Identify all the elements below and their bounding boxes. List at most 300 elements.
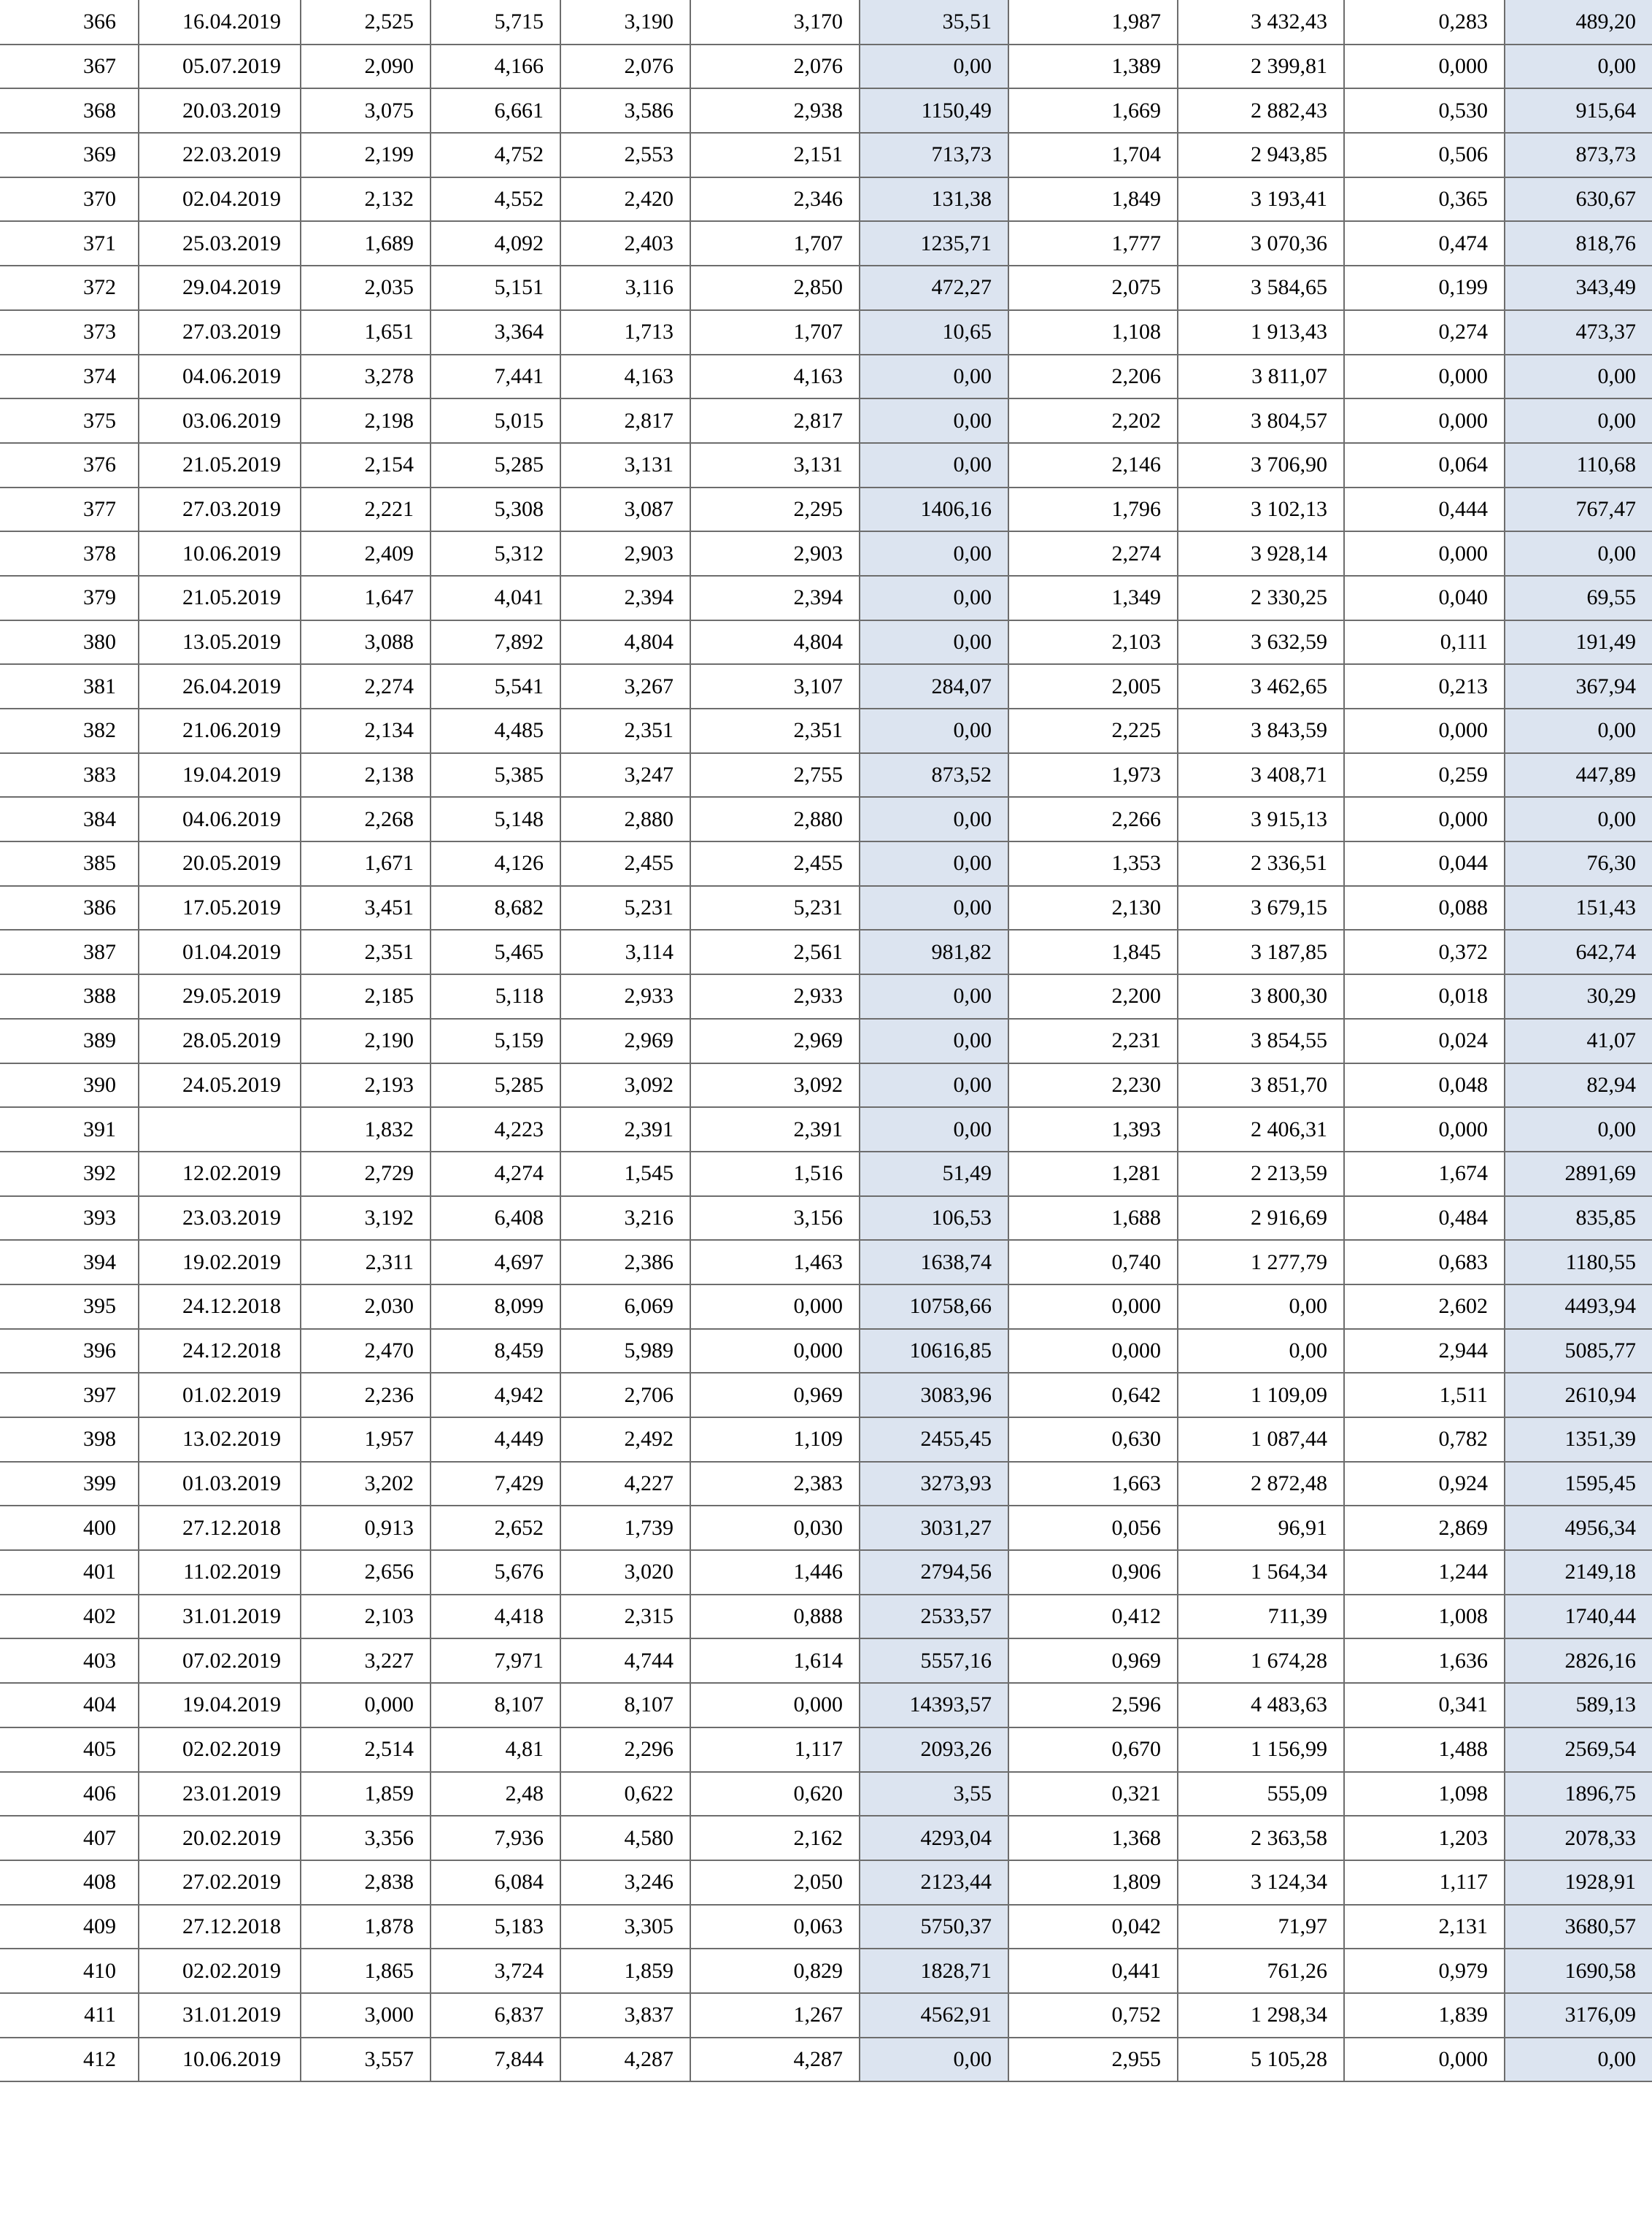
value-e-cell: 1,281 (1008, 1152, 1178, 1196)
value-f-cell: 0,341 (1344, 1683, 1505, 1727)
amount-cell: 3 706,90 (1178, 443, 1344, 488)
value-a-cell: 1,647 (301, 576, 431, 620)
row-number-cell: 397 (0, 1373, 139, 1417)
value-d-cell: 1,446 (690, 1550, 860, 1595)
value-f-cell: 1,203 (1344, 1816, 1505, 1860)
date-cell: 05.07.2019 (139, 45, 301, 89)
date-cell: 27.12.2018 (139, 1506, 301, 1550)
amount-cell: 2 399,81 (1178, 45, 1344, 89)
date-cell: 17.05.2019 (139, 886, 301, 931)
value-f-cell: 0,000 (1344, 1107, 1505, 1152)
value-f-cell: 0,474 (1344, 221, 1505, 266)
value-e-cell: 2,230 (1008, 1063, 1178, 1108)
shaded-total-cell: 2569,54 (1505, 1727, 1652, 1772)
amount-cell: 761,26 (1178, 1949, 1344, 1993)
value-c-cell: 3,586 (560, 88, 690, 133)
value-e-cell: 0,969 (1008, 1638, 1178, 1683)
value-e-cell: 2,146 (1008, 443, 1178, 488)
value-e-cell: 1,845 (1008, 930, 1178, 974)
value-d-cell: 2,394 (690, 576, 860, 620)
shaded-amount-cell: 873,52 (860, 753, 1008, 798)
value-d-cell: 2,076 (690, 45, 860, 89)
value-f-cell: 0,064 (1344, 443, 1505, 488)
value-c-cell: 2,351 (560, 709, 690, 753)
value-f-cell: 2,602 (1344, 1284, 1505, 1329)
value-a-cell: 2,198 (301, 398, 431, 443)
value-f-cell: 0,259 (1344, 753, 1505, 798)
value-f-cell: 0,199 (1344, 266, 1505, 310)
value-a-cell: 2,656 (301, 1550, 431, 1595)
value-e-cell: 0,642 (1008, 1373, 1178, 1417)
value-c-cell: 4,580 (560, 1816, 690, 1860)
value-d-cell: 0,829 (690, 1949, 860, 1993)
value-f-cell: 0,782 (1344, 1417, 1505, 1462)
amount-cell: 0,00 (1178, 1284, 1344, 1329)
shaded-total-cell: 343,49 (1505, 266, 1652, 310)
value-a-cell: 1,957 (301, 1417, 431, 1462)
value-b-cell: 8,682 (431, 886, 560, 931)
value-d-cell: 0,030 (690, 1506, 860, 1550)
value-c-cell: 2,706 (560, 1373, 690, 1417)
value-c-cell: 1,859 (560, 1949, 690, 1993)
value-b-cell: 6,084 (431, 1860, 560, 1905)
value-a-cell: 1,671 (301, 841, 431, 886)
value-c-cell: 2,817 (560, 398, 690, 443)
value-a-cell: 3,088 (301, 620, 431, 665)
value-f-cell: 0,444 (1344, 488, 1505, 532)
shaded-total-cell: 2078,33 (1505, 1816, 1652, 1860)
value-f-cell: 1,839 (1344, 1993, 1505, 2038)
amount-cell: 3 854,55 (1178, 1019, 1344, 1063)
date-cell: 11.02.2019 (139, 1550, 301, 1595)
value-c-cell: 3,305 (560, 1905, 690, 1949)
date-cell: 27.02.2019 (139, 1860, 301, 1905)
value-b-cell: 5,015 (431, 398, 560, 443)
value-f-cell: 0,683 (1344, 1240, 1505, 1284)
shaded-total-cell: 69,55 (1505, 576, 1652, 620)
value-e-cell: 1,704 (1008, 133, 1178, 177)
table-row (0, 1417, 1652, 1462)
amount-cell: 3 928,14 (1178, 531, 1344, 576)
amount-cell: 3 632,59 (1178, 620, 1344, 665)
amount-cell: 3 915,13 (1178, 797, 1344, 841)
row-number-cell: 381 (0, 664, 139, 709)
value-d-cell: 2,162 (690, 1816, 860, 1860)
value-b-cell: 5,308 (431, 488, 560, 532)
table-row (0, 488, 1652, 532)
amount-cell: 0,00 (1178, 1329, 1344, 1374)
value-c-cell: 4,287 (560, 2038, 690, 2082)
value-b-cell: 8,107 (431, 1683, 560, 1727)
date-cell: 24.12.2018 (139, 1329, 301, 1374)
shaded-total-cell: 367,94 (1505, 664, 1652, 709)
value-d-cell: 2,391 (690, 1107, 860, 1152)
row-number-cell: 403 (0, 1638, 139, 1683)
value-d-cell: 3,170 (690, 0, 860, 45)
shaded-amount-cell: 3031,27 (860, 1506, 1008, 1550)
table-row (0, 1284, 1652, 1329)
value-b-cell: 5,159 (431, 1019, 560, 1063)
value-d-cell: 2,969 (690, 1019, 860, 1063)
value-e-cell: 2,075 (1008, 266, 1178, 310)
shaded-total-cell: 767,47 (1505, 488, 1652, 532)
table-row (0, 1506, 1652, 1550)
value-d-cell: 1,516 (690, 1152, 860, 1196)
amount-cell: 3 851,70 (1178, 1063, 1344, 1108)
value-a-cell: 2,268 (301, 797, 431, 841)
table-row (0, 1683, 1652, 1727)
shaded-total-cell: 30,29 (1505, 974, 1652, 1019)
shaded-amount-cell: 3083,96 (860, 1373, 1008, 1417)
row-number-cell: 375 (0, 398, 139, 443)
value-b-cell: 4,223 (431, 1107, 560, 1152)
value-e-cell: 0,906 (1008, 1550, 1178, 1595)
shaded-total-cell: 1740,44 (1505, 1595, 1652, 1639)
value-a-cell: 3,227 (301, 1638, 431, 1683)
row-number-cell: 396 (0, 1329, 139, 1374)
table-row (0, 974, 1652, 1019)
value-c-cell: 3,114 (560, 930, 690, 974)
value-f-cell: 0,000 (1344, 45, 1505, 89)
date-cell: 01.04.2019 (139, 930, 301, 974)
value-f-cell: 0,365 (1344, 177, 1505, 222)
value-e-cell: 0,042 (1008, 1905, 1178, 1949)
date-cell: 31.01.2019 (139, 1993, 301, 2038)
value-f-cell: 2,131 (1344, 1905, 1505, 1949)
value-a-cell: 3,356 (301, 1816, 431, 1860)
value-b-cell: 5,541 (431, 664, 560, 709)
value-e-cell: 2,955 (1008, 2038, 1178, 2082)
amount-cell: 2 336,51 (1178, 841, 1344, 886)
shaded-total-cell: 4956,34 (1505, 1506, 1652, 1550)
amount-cell: 3 462,65 (1178, 664, 1344, 709)
value-e-cell: 2,005 (1008, 664, 1178, 709)
value-c-cell: 2,880 (560, 797, 690, 841)
shaded-amount-cell: 10616,85 (860, 1329, 1008, 1374)
shaded-total-cell: 1180,55 (1505, 1240, 1652, 1284)
value-f-cell: 0,024 (1344, 1019, 1505, 1063)
row-number-cell: 409 (0, 1905, 139, 1949)
row-number-cell: 405 (0, 1727, 139, 1772)
shaded-amount-cell: 35,51 (860, 0, 1008, 45)
date-cell: 24.12.2018 (139, 1284, 301, 1329)
amount-cell: 3 843,59 (1178, 709, 1344, 753)
shaded-total-cell: 0,00 (1505, 2038, 1652, 2082)
value-e-cell: 1,368 (1008, 1816, 1178, 1860)
amount-cell: 2 943,85 (1178, 133, 1344, 177)
value-f-cell: 0,000 (1344, 398, 1505, 443)
value-f-cell: 1,244 (1344, 1550, 1505, 1595)
value-b-cell: 3,724 (431, 1949, 560, 1993)
date-cell: 20.03.2019 (139, 88, 301, 133)
value-a-cell: 2,090 (301, 45, 431, 89)
amount-cell: 711,39 (1178, 1595, 1344, 1639)
shaded-amount-cell: 2123,44 (860, 1860, 1008, 1905)
value-f-cell: 1,636 (1344, 1638, 1505, 1683)
value-a-cell: 3,557 (301, 2038, 431, 2082)
value-b-cell: 4,092 (431, 221, 560, 266)
value-d-cell: 0,000 (690, 1329, 860, 1374)
shaded-amount-cell: 131,38 (860, 177, 1008, 222)
shaded-amount-cell: 713,73 (860, 133, 1008, 177)
table-row (0, 2038, 1652, 2082)
shaded-amount-cell: 2794,56 (860, 1550, 1008, 1595)
row-number-cell: 412 (0, 2038, 139, 2082)
shaded-total-cell: 473,37 (1505, 310, 1652, 355)
value-e-cell: 2,225 (1008, 709, 1178, 753)
value-c-cell: 4,744 (560, 1638, 690, 1683)
row-number-cell: 369 (0, 133, 139, 177)
shaded-total-cell: 1690,58 (1505, 1949, 1652, 1993)
value-d-cell: 0,969 (690, 1373, 860, 1417)
table-row (0, 1993, 1652, 2038)
row-number-cell: 370 (0, 177, 139, 222)
value-d-cell: 2,455 (690, 841, 860, 886)
date-cell: 24.05.2019 (139, 1063, 301, 1108)
value-c-cell: 5,989 (560, 1329, 690, 1374)
row-number-cell: 380 (0, 620, 139, 665)
value-f-cell: 0,283 (1344, 0, 1505, 45)
date-cell: 19.04.2019 (139, 1683, 301, 1727)
value-c-cell: 2,933 (560, 974, 690, 1019)
value-c-cell: 2,386 (560, 1240, 690, 1284)
value-a-cell: 1,689 (301, 221, 431, 266)
value-f-cell: 0,000 (1344, 709, 1505, 753)
value-b-cell: 4,752 (431, 133, 560, 177)
row-number-cell: 386 (0, 886, 139, 931)
value-d-cell: 4,163 (690, 355, 860, 399)
value-b-cell: 7,441 (431, 355, 560, 399)
value-f-cell: 0,000 (1344, 531, 1505, 576)
value-d-cell: 0,000 (690, 1683, 860, 1727)
amount-cell: 3 187,85 (1178, 930, 1344, 974)
value-d-cell: 1,614 (690, 1638, 860, 1683)
shaded-amount-cell: 106,53 (860, 1196, 1008, 1241)
shaded-amount-cell: 0,00 (860, 886, 1008, 931)
value-d-cell: 2,050 (690, 1860, 860, 1905)
value-e-cell: 1,663 (1008, 1462, 1178, 1506)
value-f-cell: 1,511 (1344, 1373, 1505, 1417)
table-row (0, 310, 1652, 355)
value-b-cell: 4,552 (431, 177, 560, 222)
value-f-cell: 0,372 (1344, 930, 1505, 974)
shaded-total-cell: 2149,18 (1505, 1550, 1652, 1595)
value-b-cell: 5,148 (431, 797, 560, 841)
shaded-total-cell: 0,00 (1505, 398, 1652, 443)
value-e-cell: 0,670 (1008, 1727, 1178, 1772)
value-a-cell: 2,236 (301, 1373, 431, 1417)
date-cell: 23.03.2019 (139, 1196, 301, 1241)
shaded-amount-cell: 1235,71 (860, 221, 1008, 266)
value-d-cell: 1,707 (690, 310, 860, 355)
amount-cell: 1 087,44 (1178, 1417, 1344, 1462)
date-cell: 10.06.2019 (139, 531, 301, 576)
table-row (0, 1595, 1652, 1639)
value-e-cell: 1,809 (1008, 1860, 1178, 1905)
shaded-amount-cell: 14393,57 (860, 1683, 1008, 1727)
value-c-cell: 2,553 (560, 133, 690, 177)
value-c-cell: 2,391 (560, 1107, 690, 1152)
amount-cell: 1 564,34 (1178, 1550, 1344, 1595)
shaded-amount-cell: 3,55 (860, 1772, 1008, 1816)
value-b-cell: 5,183 (431, 1905, 560, 1949)
value-c-cell: 4,227 (560, 1462, 690, 1506)
row-number-cell: 392 (0, 1152, 139, 1196)
value-b-cell: 6,837 (431, 1993, 560, 2038)
value-c-cell: 1,713 (560, 310, 690, 355)
row-number-cell: 404 (0, 1683, 139, 1727)
row-number-cell: 371 (0, 221, 139, 266)
value-d-cell: 0,000 (690, 1284, 860, 1329)
amount-cell: 2 330,25 (1178, 576, 1344, 620)
row-number-cell: 400 (0, 1506, 139, 1550)
table-row (0, 88, 1652, 133)
row-number-cell: 366 (0, 0, 139, 45)
date-cell: 02.02.2019 (139, 1949, 301, 1993)
shaded-total-cell: 0,00 (1505, 709, 1652, 753)
value-a-cell: 2,470 (301, 1329, 431, 1374)
shaded-total-cell: 0,00 (1505, 1107, 1652, 1152)
row-number-cell: 376 (0, 443, 139, 488)
date-cell: 26.04.2019 (139, 664, 301, 709)
value-c-cell: 3,216 (560, 1196, 690, 1241)
shaded-total-cell: 82,94 (1505, 1063, 1652, 1108)
value-f-cell: 0,000 (1344, 2038, 1505, 2082)
table-row (0, 1638, 1652, 1683)
value-a-cell: 2,729 (301, 1152, 431, 1196)
shaded-total-cell: 818,76 (1505, 221, 1652, 266)
value-c-cell: 1,545 (560, 1152, 690, 1196)
date-cell (139, 1107, 301, 1152)
date-cell: 31.01.2019 (139, 1595, 301, 1639)
value-e-cell: 0,740 (1008, 1240, 1178, 1284)
date-cell: 01.03.2019 (139, 1462, 301, 1506)
row-number-cell: 408 (0, 1860, 139, 1905)
shaded-amount-cell: 0,00 (860, 1019, 1008, 1063)
table-row (0, 1373, 1652, 1417)
value-a-cell: 1,865 (301, 1949, 431, 1993)
date-cell: 10.06.2019 (139, 2038, 301, 2082)
value-a-cell: 2,132 (301, 177, 431, 222)
table-row (0, 1107, 1652, 1152)
value-b-cell: 3,364 (431, 310, 560, 355)
value-a-cell: 3,000 (301, 1993, 431, 2038)
value-f-cell: 0,484 (1344, 1196, 1505, 1241)
value-f-cell: 1,098 (1344, 1772, 1505, 1816)
shaded-total-cell: 447,89 (1505, 753, 1652, 798)
value-a-cell: 2,199 (301, 133, 431, 177)
value-d-cell: 2,817 (690, 398, 860, 443)
value-b-cell: 4,166 (431, 45, 560, 89)
value-a-cell: 2,525 (301, 0, 431, 45)
value-a-cell: 2,351 (301, 930, 431, 974)
value-e-cell: 1,849 (1008, 177, 1178, 222)
value-c-cell: 4,804 (560, 620, 690, 665)
table-row (0, 45, 1652, 89)
value-e-cell: 1,393 (1008, 1107, 1178, 1152)
date-cell: 04.06.2019 (139, 355, 301, 399)
shaded-amount-cell: 981,82 (860, 930, 1008, 974)
value-d-cell: 1,117 (690, 1727, 860, 1772)
table-row (0, 1816, 1652, 1860)
value-e-cell: 1,777 (1008, 221, 1178, 266)
value-b-cell: 5,715 (431, 0, 560, 45)
shaded-amount-cell: 5750,37 (860, 1905, 1008, 1949)
value-e-cell: 2,130 (1008, 886, 1178, 931)
value-e-cell: 0,000 (1008, 1329, 1178, 1374)
amount-cell: 3 804,57 (1178, 398, 1344, 443)
value-f-cell: 1,117 (1344, 1860, 1505, 1905)
shaded-total-cell: 76,30 (1505, 841, 1652, 886)
row-number-cell: 379 (0, 576, 139, 620)
shaded-amount-cell: 0,00 (860, 576, 1008, 620)
value-e-cell: 2,200 (1008, 974, 1178, 1019)
value-b-cell: 4,041 (431, 576, 560, 620)
value-d-cell: 3,156 (690, 1196, 860, 1241)
value-d-cell: 2,903 (690, 531, 860, 576)
table-row (0, 443, 1652, 488)
value-f-cell: 0,088 (1344, 886, 1505, 931)
shaded-amount-cell: 0,00 (860, 1107, 1008, 1152)
row-number-cell: 407 (0, 1816, 139, 1860)
value-c-cell: 2,296 (560, 1727, 690, 1772)
amount-cell: 3 193,41 (1178, 177, 1344, 222)
shaded-amount-cell: 1406,16 (860, 488, 1008, 532)
value-b-cell: 5,312 (431, 531, 560, 576)
shaded-amount-cell: 5557,16 (860, 1638, 1008, 1683)
shaded-total-cell: 1595,45 (1505, 1462, 1652, 1506)
date-cell: 16.04.2019 (139, 0, 301, 45)
shaded-total-cell: 1928,91 (1505, 1860, 1652, 1905)
amount-cell: 3 584,65 (1178, 266, 1344, 310)
value-c-cell: 2,455 (560, 841, 690, 886)
shaded-amount-cell: 0,00 (860, 620, 1008, 665)
shaded-total-cell: 589,13 (1505, 1683, 1652, 1727)
value-e-cell: 2,202 (1008, 398, 1178, 443)
value-c-cell: 3,131 (560, 443, 690, 488)
value-a-cell: 0,913 (301, 1506, 431, 1550)
row-number-cell: 398 (0, 1417, 139, 1462)
table-row (0, 753, 1652, 798)
value-a-cell: 3,075 (301, 88, 431, 133)
row-number-cell: 384 (0, 797, 139, 841)
row-number-cell: 391 (0, 1107, 139, 1152)
value-d-cell: 3,107 (690, 664, 860, 709)
value-d-cell: 2,295 (690, 488, 860, 532)
amount-cell: 2 213,59 (1178, 1152, 1344, 1196)
value-f-cell: 0,000 (1344, 355, 1505, 399)
value-c-cell: 8,107 (560, 1683, 690, 1727)
date-cell: 27.03.2019 (139, 310, 301, 355)
row-number-cell: 393 (0, 1196, 139, 1241)
value-a-cell: 0,000 (301, 1683, 431, 1727)
value-b-cell: 5,118 (431, 974, 560, 1019)
row-number-cell: 378 (0, 531, 139, 576)
table-row (0, 709, 1652, 753)
shaded-amount-cell: 2533,57 (860, 1595, 1008, 1639)
value-c-cell: 2,969 (560, 1019, 690, 1063)
shaded-total-cell: 151,43 (1505, 886, 1652, 931)
value-e-cell: 2,206 (1008, 355, 1178, 399)
value-e-cell: 1,353 (1008, 841, 1178, 886)
date-cell: 21.06.2019 (139, 709, 301, 753)
amount-cell: 2 882,43 (1178, 88, 1344, 133)
value-b-cell: 7,971 (431, 1638, 560, 1683)
date-cell: 03.06.2019 (139, 398, 301, 443)
shaded-total-cell: 191,49 (1505, 620, 1652, 665)
date-cell: 22.03.2019 (139, 133, 301, 177)
value-e-cell: 1,973 (1008, 753, 1178, 798)
